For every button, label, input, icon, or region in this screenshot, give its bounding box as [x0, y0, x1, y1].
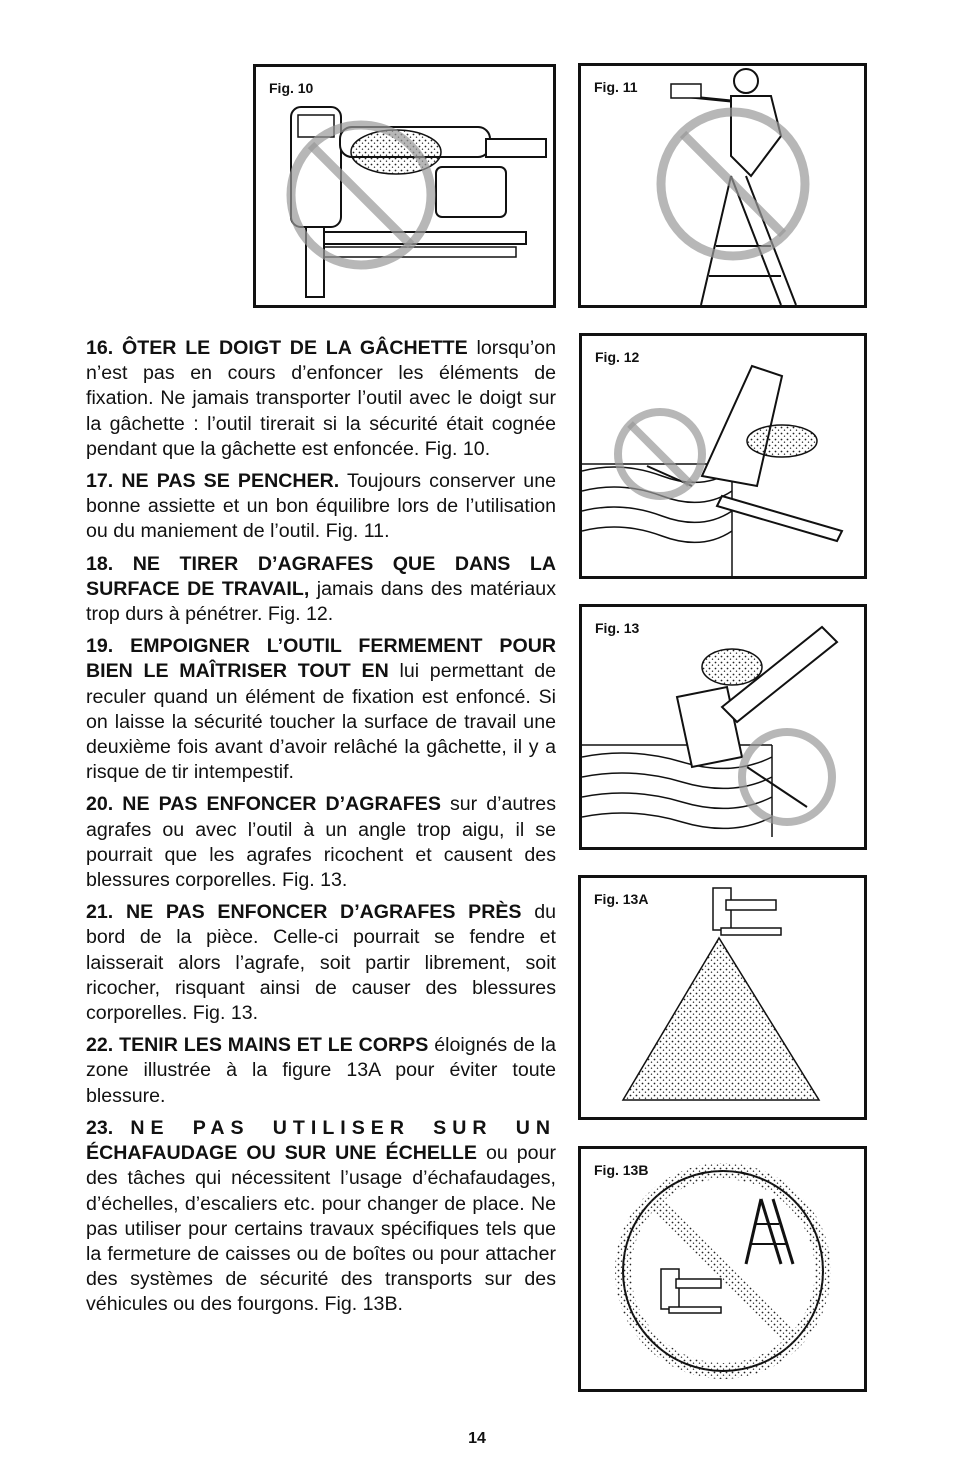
figure-12-label: Fig. 12 — [595, 349, 640, 365]
figure-13a-label: Fig. 13A — [594, 891, 649, 907]
no-ladder-prohibition-illustration — [581, 1149, 864, 1389]
item-16-heading: 16. ÔTER LE DOIGT DE LA GÂCHETTE — [86, 337, 468, 359]
stapler-trigger-illustration — [256, 67, 553, 305]
item-21-body: du bord de la pièce. Celle-ci pourrait se fendre et laisserait alors l’agrafe, soit partir librement, soit ricocher, risquant ainsi de causer des blessures corporelles. Fig. 13. — [86, 901, 556, 1025]
item-23-body: ou pour des tâches qui nécessitent l’usage d’échafaudages, d’échelles, d’escaliers etc. pour changer de place. Ne pas utiliser pour certains travaux spécifiques tels que la fermeture de caisses ou de boîtes ou pour attacher des systèmes de sécurité des transports sur des véhicules ou des fourgons. Fig. 13B. — [86, 1142, 556, 1316]
figure-11-label: Fig. 11 — [594, 79, 638, 95]
item-18-body: jamais dans des matériaux trop durs à pénétrer. Fig. 12. — [86, 577, 556, 626]
figure-12 — [579, 333, 867, 579]
figure-13a — [578, 875, 867, 1120]
item-18-heading: 18. NE TIRER D’AGRAFES QUE DANS LA SURFACE DE TRAVAIL, — [86, 552, 556, 600]
safety-instructions — [86, 336, 556, 1325]
item-18 — [86, 552, 556, 628]
item-20-heading: 20. NE PAS ENFONCER D’AGRAFES — [86, 793, 441, 816]
figure-13b — [578, 1146, 867, 1392]
item-21-heading: 21. NE PAS ENFONCER D’AGRAFES PRÈS — [86, 901, 522, 924]
item-23-number: 23. — [86, 1116, 114, 1139]
danger-zone-illustration — [581, 878, 864, 1117]
figure-13-label: Fig. 13 — [595, 620, 640, 636]
item-22-heading: 22. TENIR LES MAINS ET LE CORPS — [86, 1034, 429, 1057]
figure-11 — [578, 63, 867, 308]
item-16 — [86, 336, 556, 462]
item-17-body: Toujours conserver une bonne assiette et un bon équilibre lors de l’utilisation ou du maniement de l’outil. Fig. 11. — [86, 470, 556, 543]
item-21 — [86, 900, 556, 1026]
figure-13 — [579, 604, 867, 850]
item-19-body: lui permettant de reculer quand un élément de fixation est enfoncé. Si on laisse la sécurité toucher la surface de travail une deuxième fois avant d’avoir relâché la gâchette, il y a risque de tir intempestif. — [86, 660, 556, 784]
figure-10 — [253, 64, 556, 308]
leaning-on-ladder-illustration — [581, 66, 864, 305]
item-17-heading: 17. NE PAS SE PENCHER. — [86, 470, 340, 493]
hard-material-illustration — [582, 336, 864, 576]
item-22-body: éloignés de la zone illustrée à la figure 13A pour éviter toute blessure. — [86, 1034, 556, 1107]
item-19 — [86, 634, 556, 785]
item-19-heading: 19. EMPOIGNER L’OUTIL FERMEMENT POUR BIEN LE MAÎTRISER TOUT EN — [86, 635, 556, 683]
item-23 — [86, 1116, 556, 1318]
item-16-body: lorsqu’on n’est pas en cours d’enfoncer les éléments de fixation. Ne jamais transporter l’outil avec le doigt sur la gâchette : l’outil tirerait si la sécurité était cognée pendant que la gâchette est enfoncée. Fig. 10. — [86, 337, 556, 460]
item-20-body: sur d’autres agrafes ou avec l’outil à un angle trop aigu, il se pourrait que les agrafes ricochent et causent des blessures corporelles. Fig. 13. — [86, 793, 556, 892]
angled-stapling-illustration — [582, 607, 864, 847]
figure-10-label: Fig. 10 — [269, 80, 314, 96]
item-17 — [86, 469, 556, 545]
item-22 — [86, 1033, 556, 1109]
figure-13b-label: Fig. 13B — [594, 1162, 649, 1178]
page-number: 14 — [468, 1430, 486, 1447]
item-23-heading-spaced: NE PAS UTILISER SUR UN — [130, 1116, 556, 1139]
item-20 — [86, 792, 556, 893]
item-23-heading: ÉCHAFAUDAGE OU SUR UNE ÉCHELLE — [86, 1142, 477, 1165]
